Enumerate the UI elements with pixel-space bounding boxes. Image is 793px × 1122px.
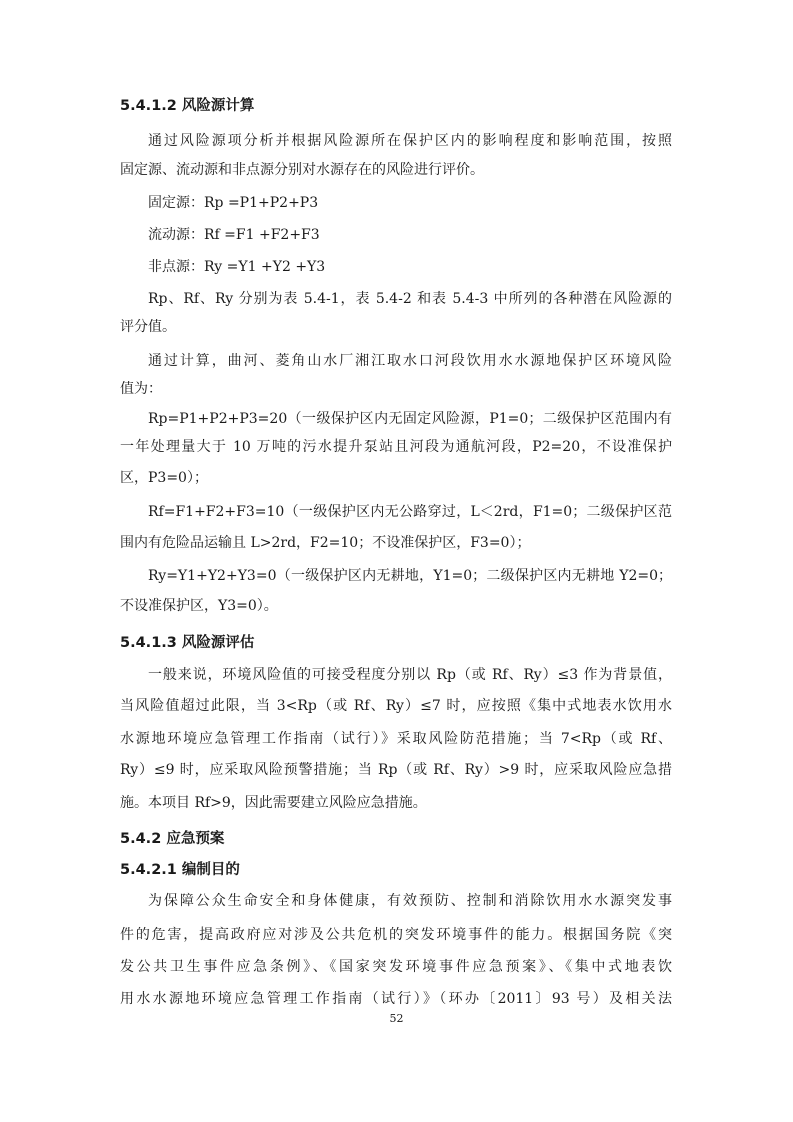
formula-fixed-source: 固定源：Rp =P1+P2+P3 — [148, 195, 319, 211]
page-number: 52 — [389, 1012, 404, 1025]
paragraph-line: Rf=F1+F2+F3=10（一级保护区内无公路穿过，L＜2rd，F1=0；二级保护区范 — [148, 504, 672, 520]
paragraph-line: 值为： — [120, 381, 162, 397]
paragraph-line: Ry=Y1+Y2+Y3=0（一级保护区内无耕地，Y1=0；二级保护区内无耕地 Y2=0； — [148, 568, 672, 584]
paragraph-line: 件的危害，提高政府应对涉及公共危机的突发环境事件的能力。根据国务院《突 — [120, 927, 672, 943]
paragraph-line: 施。本项目 Rf>9，因此需要建立风险应急措施。 — [120, 795, 427, 811]
paragraph-line: 一年处理量大于 10 万吨的污水提升泵站且河段为通航河段，P2=20，不设准保护 — [120, 439, 672, 455]
section-heading-5-4-1-3: 5.4.1.3 风险源评估 — [120, 635, 255, 651]
paragraph-line: 为保障公众生命安全和身体健康，有效预防、控制和消除饮用水水源突发事 — [148, 893, 672, 909]
paragraph-line: 围内有危险品运输且 L>2rd，F2=10；不设准保护区，F3=0）； — [120, 535, 531, 551]
paragraph-line: 评分值。 — [120, 319, 176, 335]
formula-mobile-source: 流动源：Rf =F1 +F2+F3 — [148, 227, 320, 243]
section-heading-5-4-1-2: 5.4.1.2 风险源计算 — [120, 98, 255, 114]
paragraph-line: 一般来说，环境风险值的可接受程度分别以 Rp（或 Rf、Ry）≤3 作为背景值， — [148, 667, 672, 683]
paragraph-line: 不设准保护区，Y3=0）。 — [120, 598, 278, 614]
paragraph-line: 用水水源地环境应急管理工作指南（试行）》（环办〔2011〕93 号）及相关法 — [120, 991, 672, 1007]
paragraph-line: 通过计算，曲河、菱角山水厂湘江取水口河段饮用水水源地保护区环境风险 — [148, 353, 672, 369]
paragraph-line: Ry）≤9 时，应采取风险预警措施；当 Rp（或 Rf、Ry）>9 时，应采取风险应急措 — [120, 762, 672, 778]
paragraph-line: Rp=P1+P2+P3=20（一级保护区内无固定风险源，P1=0；二级保护区范围内有 — [148, 411, 672, 427]
formula-nonpoint-source: 非点源：Ry =Y1 +Y2 +Y3 — [148, 259, 326, 275]
paragraph-line: 固定源、流动源和非点源分别对水源存在的风险进行评价。 — [120, 162, 484, 178]
section-heading-5-4-2-1: 5.4.2.1 编制目的 — [120, 862, 240, 878]
paragraph-line: 水源地环境应急管理工作指南（试行）》采取风险防范措施；当 7<Rp（或 Rf、 — [120, 731, 672, 747]
paragraph-line: 通过风险源项分析并根据风险源所在保护区内的影响程度和影响范围，按照 — [148, 133, 672, 149]
section-heading-5-4-2: 5.4.2 应急预案 — [120, 831, 225, 847]
paragraph-line: 发公共卫生事件应急条例》、《国家突发环境事件应急预案》、《集中式地表饮 — [120, 959, 672, 975]
paragraph-line: Rp、Rf、Ry 分别为表 5.4-1，表 5.4-2 和表 5.4-3 中所列的各种潜在风险源的 — [148, 291, 672, 307]
paragraph-line: 区，P3=0）； — [120, 470, 208, 486]
paragraph-line: 当风险值超过此限，当 3<Rp（或 Rf、Ry）≤7 时，应按照《集中式地表水饮用水 — [120, 698, 672, 714]
